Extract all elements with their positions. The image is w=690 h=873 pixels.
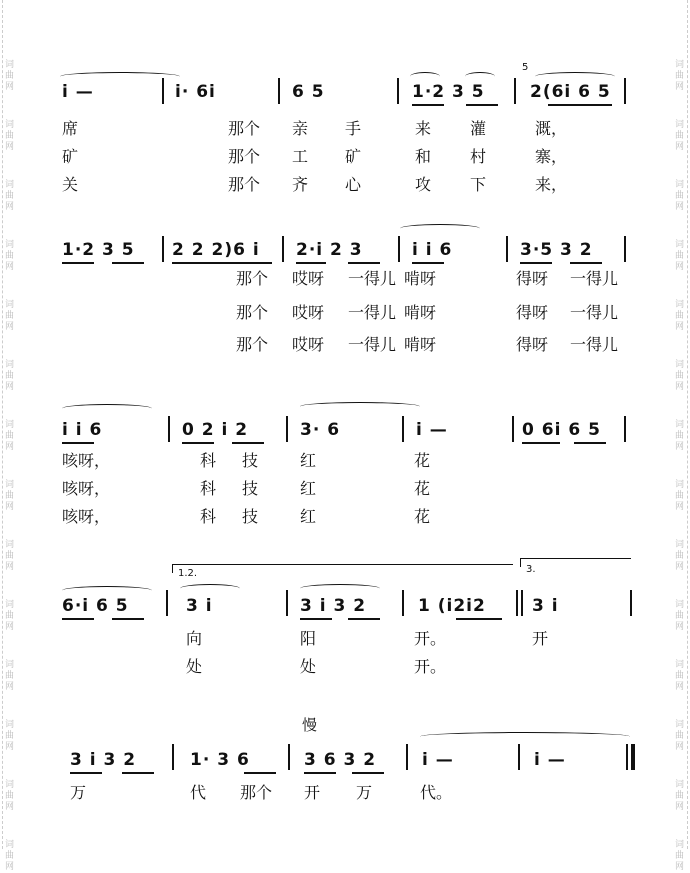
watermark-text: 词 曲 网 <box>675 480 685 512</box>
watermark-text: 词 曲 网 <box>675 300 685 332</box>
lyric: 花 <box>414 479 431 498</box>
barline <box>506 236 508 262</box>
lyric: 开。 <box>414 657 447 676</box>
watermark-text: 词 曲 网 <box>5 180 15 212</box>
lyric: 向 <box>186 629 203 648</box>
slur <box>400 224 480 233</box>
watermark-text: 词 曲 网 <box>5 60 15 92</box>
watermark-text: 词 曲 网 <box>5 300 15 332</box>
underline <box>112 618 144 620</box>
watermark-text: 词 曲 网 <box>5 120 15 152</box>
notes-measure-5: 3·5 3 2 <box>520 240 593 260</box>
watermark-text: 词 曲 网 <box>5 840 15 872</box>
watermark-text: 词 曲 网 <box>675 540 685 572</box>
lyric: 那个 <box>228 147 261 166</box>
slur <box>62 586 152 595</box>
underline <box>182 442 214 444</box>
lyric: 代。 <box>420 783 453 802</box>
lyric: 一得儿 <box>348 303 397 322</box>
barline <box>286 416 288 442</box>
notes-measure-3: 3· 6 <box>300 420 341 440</box>
notes-measure-4: i — <box>422 750 454 770</box>
underline <box>172 262 272 264</box>
notes-measure-4: i i 6 <box>412 240 453 260</box>
barline <box>406 744 408 770</box>
barline <box>278 78 280 104</box>
lyric: 哎呀 <box>292 335 325 354</box>
watermark-text: 词 曲 网 <box>5 540 15 572</box>
lyric: 处 <box>300 657 317 676</box>
watermark-text: 词 曲 网 <box>675 60 685 92</box>
lyric: 寨， <box>535 147 568 166</box>
slur <box>420 732 630 741</box>
barline <box>514 78 516 104</box>
barline <box>512 416 514 442</box>
notes-measure-1: 6·i 6 5 <box>62 596 129 616</box>
barline <box>624 78 626 104</box>
underline <box>348 262 380 264</box>
score-system-3 <box>0 398 690 533</box>
notes-measure-1: i i 6 <box>62 420 103 440</box>
notes-measure-3: 2·i 2 3 <box>296 240 363 260</box>
lyric: 咳呀， <box>62 507 111 526</box>
volta-bracket-2 <box>520 558 631 567</box>
lyric: 手 <box>345 119 362 138</box>
underline <box>62 618 94 620</box>
notes-measure-2: 0 2 i 2 <box>182 420 249 440</box>
watermark-text: 词 曲 网 <box>5 240 15 272</box>
score-system-5 <box>0 710 690 820</box>
notes-measure-3: 3 i 3 2 <box>300 596 367 616</box>
lyric: 咳呀， <box>62 479 111 498</box>
lyric: 啃呀 <box>404 335 437 354</box>
lyric: 开。 <box>414 629 447 648</box>
lyric: 那个 <box>236 303 269 322</box>
lyric: 攻 <box>415 175 432 194</box>
lyric: 那个 <box>236 335 269 354</box>
barline <box>162 236 164 262</box>
watermark-text: 词 曲 网 <box>5 480 15 512</box>
notes-measure-5: i — <box>534 750 566 770</box>
final-barline-thick <box>631 744 635 770</box>
lyric: 来， <box>535 175 568 194</box>
notes-measure-5: 2(6i 6 5 <box>530 82 611 102</box>
score-system-1 <box>0 60 690 200</box>
underline <box>122 772 154 774</box>
barline <box>172 744 174 770</box>
notes-measure-1: 3 i 3 2 <box>70 750 137 770</box>
watermark-text: 词 曲 网 <box>675 420 685 452</box>
barline <box>166 590 168 616</box>
slur <box>465 72 495 81</box>
lyric: 得呀 <box>516 269 549 288</box>
notes-measure-5: 3 i <box>532 596 559 616</box>
slur <box>300 402 420 411</box>
barline <box>518 744 520 770</box>
lyric: 亲 <box>292 119 309 138</box>
watermark-text: 词 曲 网 <box>5 600 15 632</box>
lyric: 技 <box>242 451 259 470</box>
lyric: 一得儿 <box>348 335 397 354</box>
volta-bracket-1 <box>172 564 513 573</box>
barline <box>630 590 632 616</box>
watermark-text: 词 曲 网 <box>675 360 685 392</box>
watermark-text: 词 曲 网 <box>675 120 685 152</box>
underline <box>304 772 336 774</box>
notes-measure-3: 6 5 <box>292 82 325 102</box>
watermark-text: 词 曲 网 <box>5 360 15 392</box>
lyric: 哎呀 <box>292 269 325 288</box>
lyric: 阳 <box>300 629 317 648</box>
underline <box>70 772 102 774</box>
score-system-4 <box>0 556 690 676</box>
barline <box>398 236 400 262</box>
lyric: 花 <box>414 507 431 526</box>
notes-measure-5: 0 6i 6 5 <box>522 420 601 440</box>
lyric: 一得儿 <box>570 335 619 354</box>
lyric: 红 <box>300 479 317 498</box>
underline <box>352 772 384 774</box>
underline <box>412 262 444 264</box>
notes-measure-2: 3 i <box>186 596 213 616</box>
watermark-text: 词 曲 网 <box>675 780 685 812</box>
underline <box>522 442 560 444</box>
tempo-marking: 慢 <box>302 716 318 734</box>
slur <box>300 584 380 593</box>
notes-measure-4: 1·2 3 5 <box>412 82 485 102</box>
barline <box>282 236 284 262</box>
lyric: 科 <box>200 479 217 498</box>
lyric: 啃呀 <box>404 269 437 288</box>
barline <box>624 416 626 442</box>
slur <box>62 404 152 413</box>
barline <box>286 590 288 616</box>
lyric: 红 <box>300 507 317 526</box>
underline <box>520 262 552 264</box>
lyric: 灌 <box>470 119 487 138</box>
lyric: 工 <box>292 147 309 166</box>
watermark-text: 词 曲 网 <box>675 660 685 692</box>
watermark-text: 词 曲 网 <box>675 180 685 212</box>
lyric: 科 <box>200 507 217 526</box>
watermark-text: 词 曲 网 <box>5 420 15 452</box>
lyric: 矿 <box>62 147 79 166</box>
lyric: 啃呀 <box>404 303 437 322</box>
underline <box>62 442 94 444</box>
barline <box>624 236 626 262</box>
barline <box>168 416 170 442</box>
barline <box>402 416 404 442</box>
lyric: 下 <box>470 175 487 194</box>
barline <box>521 590 523 616</box>
lyric: 万 <box>70 783 87 802</box>
underline <box>244 772 276 774</box>
notes-measure-3: 3 6 3 2 <box>304 750 377 770</box>
lyric: 处 <box>186 657 203 676</box>
lyric: 咳呀， <box>62 451 111 470</box>
lyric: 矿 <box>345 147 362 166</box>
lyric: 开 <box>304 783 321 802</box>
watermark-text: 词 曲 网 <box>675 240 685 272</box>
underline <box>412 104 444 106</box>
notes-measure-1: i — <box>62 82 94 102</box>
lyric: 溉， <box>535 119 568 138</box>
notes-measure-4: i — <box>416 420 448 440</box>
watermark-text: 词 曲 网 <box>675 720 685 752</box>
watermark-text: 词 曲 网 <box>5 660 15 692</box>
lyric: 红 <box>300 451 317 470</box>
lyric: 得呀 <box>516 303 549 322</box>
underline <box>348 618 380 620</box>
lyric: 那个 <box>240 783 273 802</box>
barline <box>402 590 404 616</box>
lyric: 那个 <box>236 269 269 288</box>
lyric: 万 <box>356 783 373 802</box>
lyric: 科 <box>200 451 217 470</box>
volta-label-1: 1.2. <box>178 568 198 579</box>
slur <box>410 72 440 81</box>
lyric: 席 <box>62 119 79 138</box>
underline <box>570 262 602 264</box>
lyric: 关 <box>62 175 79 194</box>
notes-measure-1: 1·2 3 5 <box>62 240 135 260</box>
volta-label-2: 3. <box>526 564 536 575</box>
underline <box>232 442 264 444</box>
underline <box>62 262 94 264</box>
slur <box>180 584 240 593</box>
lyric: 代 <box>190 783 207 802</box>
notes-measure-4: 1 (i2i2 <box>418 596 486 616</box>
lyric: 一得儿 <box>570 269 619 288</box>
lyric: 一得儿 <box>348 269 397 288</box>
barline <box>397 78 399 104</box>
lyric: 哎呀 <box>292 303 325 322</box>
lyric: 和 <box>415 147 432 166</box>
watermark-text: 词 曲 网 <box>5 720 15 752</box>
underline <box>296 262 326 264</box>
watermark-text: 词 曲 网 <box>5 780 15 812</box>
notes-measure-2: i· 6i <box>175 82 216 102</box>
barline <box>288 744 290 770</box>
lyric: 那个 <box>228 119 261 138</box>
lyric: 花 <box>414 451 431 470</box>
lyric: 来 <box>415 119 432 138</box>
lyric: 心 <box>345 175 362 194</box>
watermark-text: 词 曲 网 <box>675 600 685 632</box>
score-system-2 <box>0 222 690 362</box>
lyric: 开 <box>532 629 549 648</box>
underline <box>548 104 612 106</box>
underline <box>466 104 498 106</box>
notes-measure-2: 2 2 2)6 i <box>172 240 260 260</box>
barline <box>516 590 518 616</box>
lyric: 技 <box>242 479 259 498</box>
underline <box>300 618 332 620</box>
underline <box>456 618 502 620</box>
lyric: 那个 <box>228 175 261 194</box>
lyric: 得呀 <box>516 335 549 354</box>
lyric: 齐 <box>292 175 309 194</box>
underline <box>574 442 606 444</box>
lyric: 村 <box>470 147 487 166</box>
underline <box>112 262 144 264</box>
measure-marker: 5 <box>522 62 529 73</box>
watermark-text: 词 曲 网 <box>675 840 685 872</box>
slur <box>535 72 615 81</box>
lyric: 一得儿 <box>570 303 619 322</box>
lyric: 技 <box>242 507 259 526</box>
final-barline-thin <box>626 744 628 770</box>
notes-measure-2: 1· 3 6 <box>190 750 250 770</box>
barline <box>162 78 164 104</box>
